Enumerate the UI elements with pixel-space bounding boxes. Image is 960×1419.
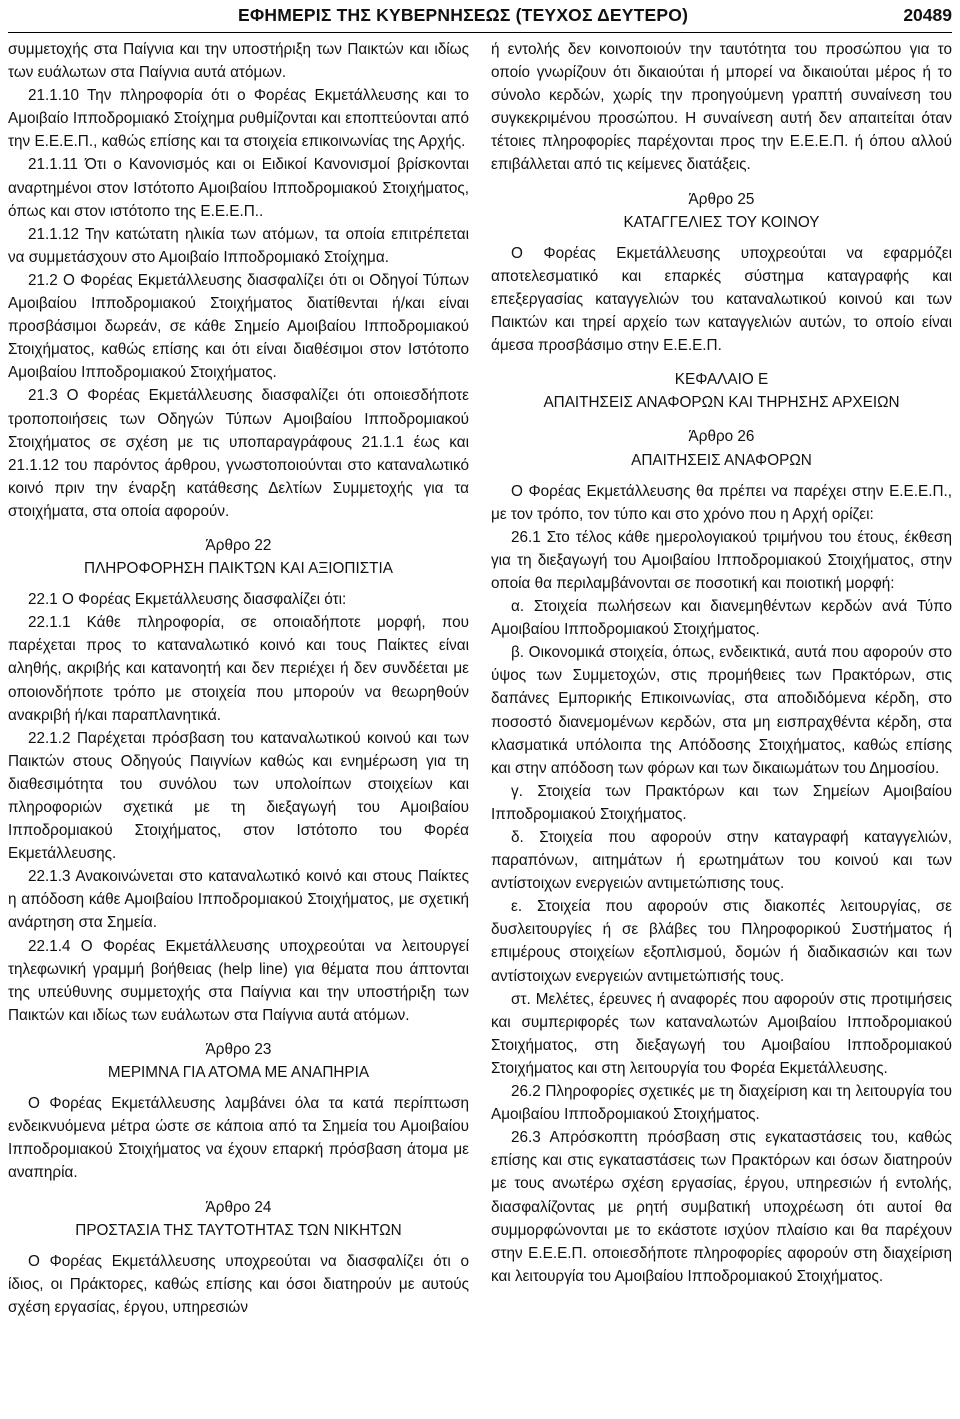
article-number: Άρθρο 26	[688, 428, 755, 446]
article-22-heading	[8, 534, 469, 580]
article-title: ΠΡΟΣΤΑΣΙΑ ΤΗΣ ΤΑΥΤΟΤΗΤΑΣ ΤΩΝ ΝΙΚΗΤΩΝ	[75, 1221, 402, 1239]
paragraph: 21.2 Ο Φορέας Εκμετάλλευσης διασφαλίζει ότι οι Οδηγοί Τύπων Αμοιβαίου Ιπποδρομιακού Στοιχήματος διατίθενται ή/και είναι προσβάσιμοι δωρεάν, σε κάθε Σημείο Αμοιβαίου Ιπποδρομιακού Στοιχήματος, καθώς επίσης και ότι είναι διαθέσιμοι στον Ιστότοπο Αμοιβαίου Ιπποδρομιακού Στοιχήματος.	[8, 271, 469, 382]
paragraph: 26.1 Στο τέλος κάθε ημερολογιακού τριμήνου του έτους, έκθεση για τη διεξαγωγή του Αμοιβαίου Ιπποδρομιακού Στοιχήματος, στην οποία θα περιλαμβάνονται σε ποσοτική και ποιοτική μορφή:	[491, 528, 952, 592]
article-title: ΠΛΗΡΟΦΟΡΗΣΗ ΠΑΙΚΤΩΝ ΚΑΙ ΑΞΙΟΠΙΣΤΙΑ	[84, 560, 393, 578]
chapter-number: ΚΕΦΑΛΑΙΟ Ε	[674, 371, 769, 389]
article-number: Άρθρο 23	[205, 1040, 272, 1058]
article-number: Άρθρο 25	[688, 190, 755, 208]
paragraph: 22.1.2 Παρέχεται πρόσβαση του καταναλωτικού κοινού και των Παικτών στους Οδηγούς Παιγνίων καθώς και ενημέρωση για τη διαθεσιμότητα του συνόλου των υπολοίπων στοιχείων και πληροφοριών σχετικά με τη διεξαγωγή του Αμοιβαίου Ιπποδρομιακού Στοιχήματος, στον Ιστότοπο του Φορέα Εκμετάλλευσης.	[8, 729, 469, 863]
article-25-heading	[491, 188, 952, 234]
paragraph: α. Στοιχεία πωλήσεων και διανεμηθέντων κερδών ανά Τύπο Αμοιβαίου Ιπποδρομιακού Στοιχήματος.	[491, 598, 952, 639]
paragraph: 26.3 Απρόσκοπτη πρόσβαση στις εγκαταστάσεις του, καθώς επίσης και στις εγκαταστάσεις των Πρακτόρων και όσων διατηρούν με τους ανωτέρω σχέση εργασίας, έργου, υπηρεσιών ή εντολής, διασφαλίζοντας με ρητή συμβατική υποχρέωση ότι αυτοί θα συμμορφώνονται με το εκάστοτε ισχύον πλαίσιο και θα παρέχουν στην Ε.Ε.Ε.Π. οποιεσδήποτε πληροφορίες αφορούν στη διαχείριση και λειτουργία του Αμοιβαίου Ιπποδρομιακού Στοιχήματος.	[491, 1129, 952, 1285]
paragraph: ή εντολής δεν κοινοποιούν την ταυτότητα του προσώπου για το οποίο γνωρίζουν ότι δικαιούται ή μπορεί να δικαιούται μέρος ή το σύνολο κερδών, χωρίς την προηγούμενη γραπτή συναίνεση του συγκεκριμένου προσώπου. Η συναίνεση αυτή δεν απαιτείται όταν τέτοιες πληροφορίες παρέχονται προς την Ε.Ε.Ε.Π. ή όπου αλλού επιβάλλεται από τις κείμενες διατάξεις.	[491, 41, 952, 174]
paragraph: Ο Φορέας Εκμετάλλευσης υποχρεούται να διασφαλίζει ότι ο ίδιος, οι Πράκτορες, καθώς επίσης και όσοι διατηρούν με αυτούς σχέση εργασίας, έργου, υπηρεσιών	[8, 1252, 469, 1316]
paragraph: 21.1.10 Την πληροφορία ότι ο Φορέας Εκμετάλλευσης και το Αμοιβαίο Ιπποδρομιακό Στοίχημα ρυθμίζονται και εποπτεύονται από την Ε.Ε.Ε.Π., καθώς επίσης και τα στοιχεία επικοινωνίας της Αρχής.	[8, 87, 469, 151]
paragraph: Ο Φορέας Εκμετάλλευσης λαμβάνει όλα τα κατά περίπτωση ενδεικνυόμενα μέτρα ώστε σε κάποια από τα Σημεία του Αμοιβαίου Ιπποδρομιακού Στοιχήματος να έχουν επαρκή πρόσβαση άτομα με αναπηρία.	[8, 1095, 469, 1182]
article-title: ΑΠΑΙΤΗΣΕΙΣ ΑΝΑΦΟΡΩΝ	[631, 451, 812, 469]
paragraph: 21.3 Ο Φορέας Εκμετάλλευσης διασφαλίζει ότι οποιεσδήποτε τροποποιήσεις των Οδηγών Τύπων Αμοιβαίου Ιπποδρομιακού Στοιχήματος σε σχέση με τις υποπαραγράφους 21.1.1 έως και 21.1.12 του παρόντος άρθρου, γνωστοποιούνται στο καταναλωτικό κοινό πριν την έναρξη κατάθεσης Δελτίων Συμμετοχής για τα στοιχήματα, στα οποία αφορούν.	[8, 387, 469, 520]
right-column	[491, 38, 952, 1288]
article-number: Άρθρο 22	[205, 536, 272, 554]
article-26-heading	[491, 425, 952, 471]
paragraph: β. Οικονομικά στοιχεία, όπως, ενδεικτικά, αυτά που αφορούν στο ύψος των Συμμετοχών, στις προμήθειες των Πρακτόρων, στις δαπάνες Εμπορικής Επικοινωνίας, στα αποδιδόμενα κέρδη, στο ποσοστό διανεμομένων κερδών, στα μη εισπραχθέντα κέρδη, στα κλασματικά υπόλοιπα της Απόδοσης Στοιχήματος, καθώς επίσης και στην απόδοση των φόρων και των δικαιωμάτων του Δημοσίου.	[491, 644, 952, 777]
paragraph: ε. Στοιχεία που αφορούν στις διακοπές λειτουργίας, σε δυσλειτουργίες ή σε βλάβες του Πληροφορικού Συστήματος ή επιμέρους στοιχείων εξοπλισμού, δομών ή διαδικασιών και των αντίστοιχων ενεργειών αντιμετώπισής τους.	[491, 898, 952, 985]
paragraph: 21.1.12 Την κατώτατη ηλικία των ατόμων, τα οποία επιτρέπεται να συμμετάσχουν στο Αμοιβαίο Ιπποδρομιακό Στοίχημα.	[8, 225, 469, 266]
paragraph: γ. Στοιχεία των Πρακτόρων και των Σημείων Αμοιβαίου Ιπποδρομιακού Στοιχήματος.	[491, 782, 952, 823]
article-23-heading	[8, 1038, 469, 1084]
paragraph: 22.1.3 Ανακοινώνεται στο καταναλωτικό κοινό και στους Παίκτες η απόδοση κάθε Αμοιβαίου Ιπποδρομιακού Στοιχήματος, με σχετική ανάρτηση στα Σημεία.	[8, 868, 469, 932]
article-title: ΜΕΡΙΜΝΑ ΓΙΑ ΑΤΟΜΑ ΜΕ ΑΝΑΠΗΡΙΑ	[107, 1064, 370, 1082]
article-title: ΚΑΤΑΓΓΕΛΙΕΣ ΤΟΥ ΚΟΙΝΟΥ	[623, 213, 820, 231]
paragraph: Ο Φορέας Εκμετάλλευσης θα πρέπει να παρέχει στην Ε.Ε.Ε.Π., με τον τρόπο, τον τύπο και στο χρόνο που η Αρχή ορίζει:	[491, 482, 952, 523]
paragraph: δ. Στοιχεία που αφορούν στην καταγραφή καταγγελιών, παραπόνων, αιτημάτων ή ερωτημάτων του κοινού και των αντίστοιχων ενεργειών αντιμετώπισης τους.	[491, 829, 952, 893]
paragraph: 22.1.1 Κάθε πληροφορία, σε οποιαδήποτε μορφή, που παρέχεται προς το καταναλωτικό κοινό και τους Παίκτες είναι αληθής, ακριβής και κατανοητή και δεν περιέχει ή δεν συνδέεται με οποιονδήποτε τρόπο με στοιχεία που μπορούν να θεωρηθούν ανακριβή ή/και παραπλανητικά.	[8, 614, 469, 724]
article-number: Άρθρο 24	[205, 1198, 272, 1216]
article-24-heading	[8, 1196, 469, 1242]
paragraph: στ. Μελέτες, έρευνες ή αναφορές που αφορούν στις προτιμήσεις και συμπεριφορές των καταναλωτών Αμοιβαίου Ιπποδρομιακού Στοιχήματος, στη διεξαγωγή του Αμοιβαίου Ιπποδρομιακού Στοιχήματος και στη λειτουργία του Φορέα Εκμετάλλευσης.	[491, 990, 952, 1077]
chapter-title: ΑΠΑΙΤΗΣΕΙΣ ΑΝΑΦΟΡΩΝ ΚΑΙ ΤΗΡΗΣΗΣ ΑΡΧΕΙΩΝ	[543, 394, 900, 412]
paragraph: 22.1.4 Ο Φορέας Εκμετάλλευσης υποχρεούται να λειτουργεί τηλεφωνική γραμμή βοήθειας (help line) για θέματα που άπτονται της υπεύθυνης συμμετοχής στα Παίγνια και την υποστήριξη των Παικτών και ιδίως των ευάλωτων στα Παίγνια αυτά ατόμων.	[8, 937, 469, 1024]
paragraph: 22.1 Ο Φορέας Εκμετάλλευσης διασφαλίζει ότι:	[28, 591, 347, 609]
paragraph: συμμετοχής στα Παίγνια και την υποστήριξη των Παικτών και ιδίως των ευάλωτων στα Παίγνια αυτά ατόμων.	[8, 41, 469, 82]
paragraph: 26.2 Πληροφορίες σχετικές με τη διαχείριση και τη λειτουργία του Αμοιβαίου Ιπποδρομιακού Στοιχήματος.	[491, 1083, 952, 1124]
left-column	[8, 38, 469, 1319]
gazette-title: ΕΦΗΜΕΡΙΣ ΤΗΣ ΚΥΒΕΡΝΗΣΕΩΣ (ΤΕΥΧΟΣ ΔΕΥΤΕΡΟ)	[238, 5, 689, 25]
page-number: 20489	[903, 5, 952, 25]
paragraph: 21.1.11 Ότι ο Κανονισμός και οι Ειδικοί Κανονισμοί βρίσκονται αναρτημένοι στον Ιστότοπο Αμοιβαίου Ιπποδρομιακού Στοιχήματος, όπως και στον ιστότοπο της Ε.Ε.Ε.Π..	[8, 156, 469, 220]
page-header	[8, 2, 952, 33]
paragraph: Ο Φορέας Εκμετάλλευσης υποχρεούται να εφαρμόζει αποτελεσματικό και επαρκές σύστημα καταγραφής και επεξεργασίας καταγγελιών του καταναλωτικού κοινού και των Παικτών και τηρεί αρχείο των καταγγελιών αυτών, το οποίο είναι άμεσα προσβάσιμο στην Ε.Ε.Ε.Π.	[491, 244, 952, 355]
chapter-e-heading	[491, 368, 952, 414]
